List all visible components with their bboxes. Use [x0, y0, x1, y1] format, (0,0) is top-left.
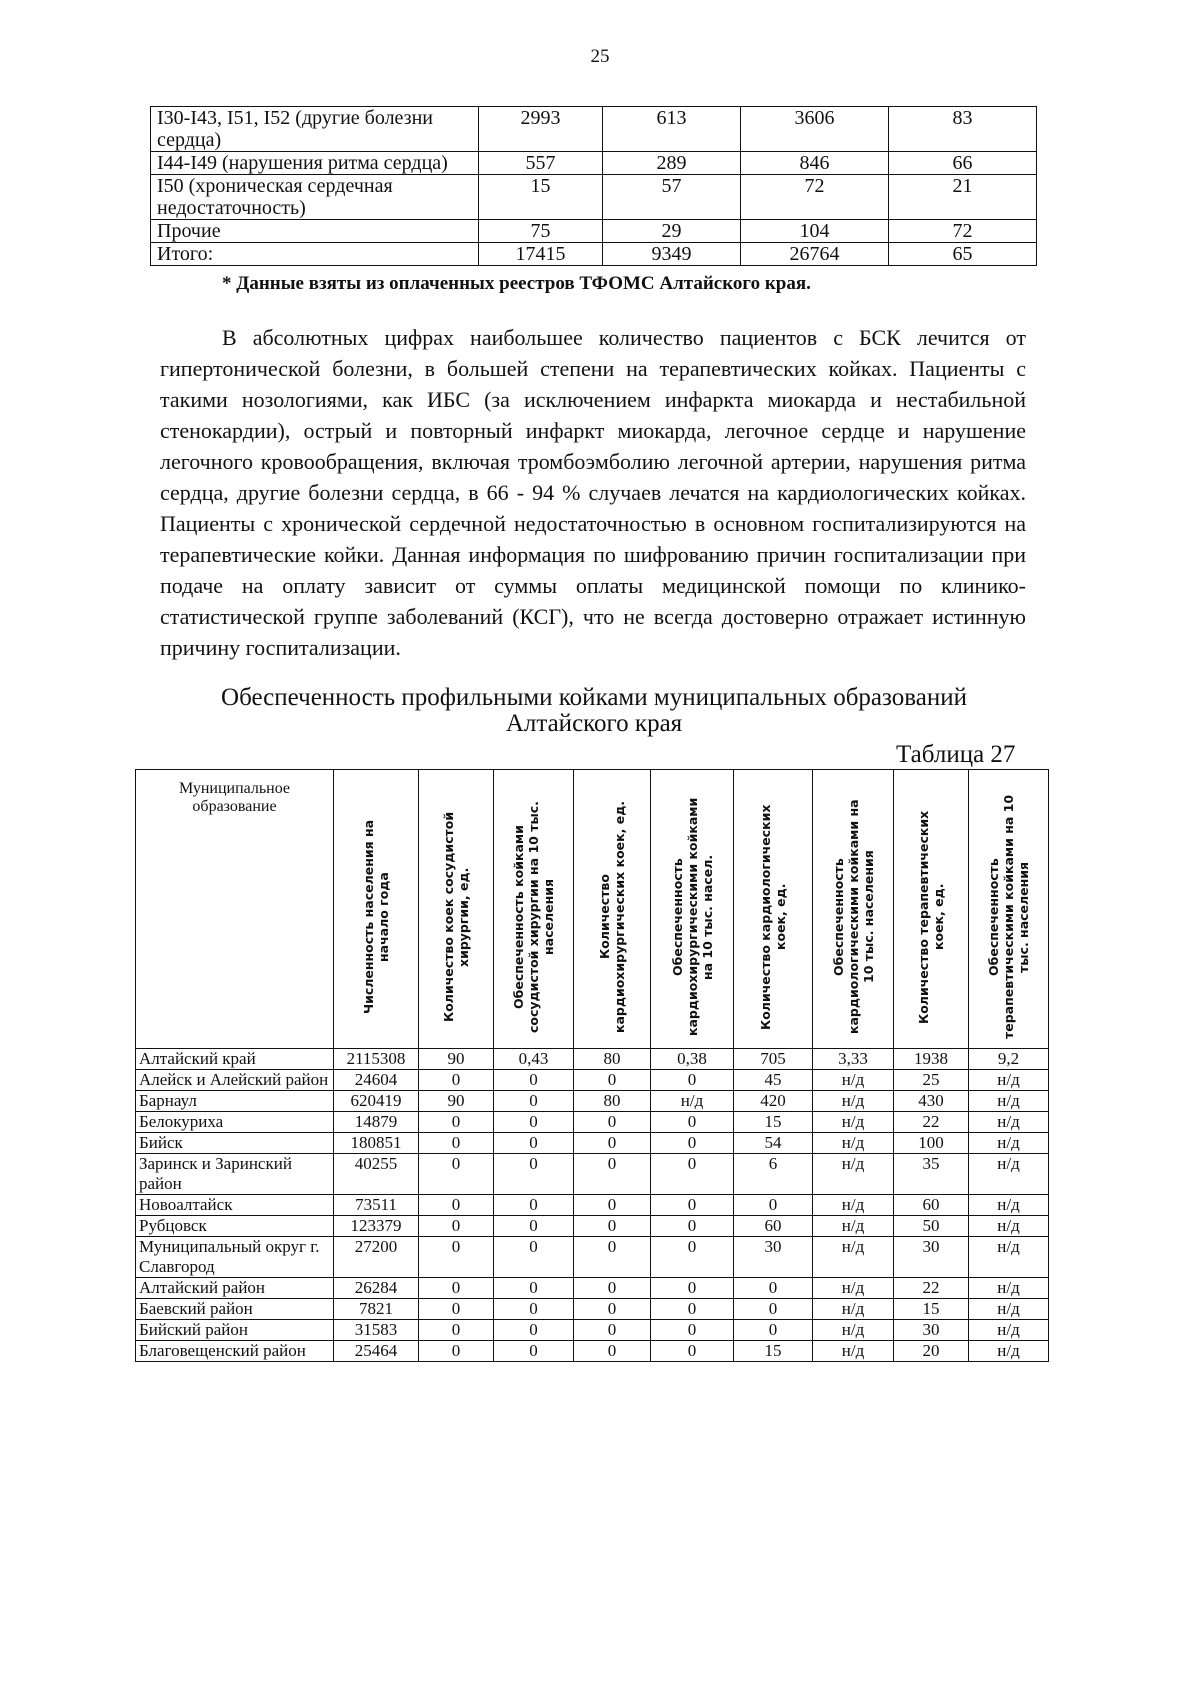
municipality-name: Бийск: [136, 1133, 334, 1154]
table-row: [151, 243, 1037, 266]
cell: 17415: [479, 243, 603, 266]
municipality-name: Заринск и Заринский район: [136, 1154, 334, 1195]
cell: 0: [419, 1237, 494, 1278]
row-label: I30-I43, I51, I52 (другие болезни сердца): [151, 107, 479, 152]
cell: н/д: [813, 1070, 894, 1091]
table-caption: Обеспеченность профильными койками муниципальных образований Алтайского края: [221, 684, 967, 737]
cell: 0: [734, 1299, 813, 1320]
cell: 0: [419, 1195, 494, 1216]
cell: 15: [734, 1112, 813, 1133]
cell: 0: [651, 1154, 734, 1195]
cell: 2993: [479, 107, 603, 152]
table-row: [136, 1091, 1049, 1112]
table-row: [136, 1154, 1049, 1195]
cell: 80: [574, 1091, 651, 1112]
cell: 9349: [603, 243, 741, 266]
cell: 25: [894, 1070, 969, 1091]
table-row: [136, 1320, 1049, 1341]
cell: 104: [741, 220, 889, 243]
cell: 80: [574, 1049, 651, 1070]
cell: 65: [889, 243, 1037, 266]
cell: 0: [574, 1278, 651, 1299]
cell: 21: [889, 175, 1037, 220]
cell: 100: [894, 1133, 969, 1154]
column-header: [574, 770, 651, 1049]
cell: 0: [734, 1195, 813, 1216]
cell: н/д: [813, 1154, 894, 1195]
cell: 24604: [334, 1070, 419, 1091]
cell: 22: [894, 1278, 969, 1299]
cell: 846: [741, 152, 889, 175]
cell: 22: [894, 1112, 969, 1133]
table-row: [136, 1278, 1049, 1299]
cell: 0: [419, 1154, 494, 1195]
cell: 29: [603, 220, 741, 243]
cell: 31583: [334, 1320, 419, 1341]
cell: 73511: [334, 1195, 419, 1216]
cell: н/д: [813, 1341, 894, 1362]
column-header: [894, 770, 969, 1049]
cell: 20: [894, 1341, 969, 1362]
cell: 0: [419, 1133, 494, 1154]
cell: 620419: [334, 1091, 419, 1112]
cell: 60: [894, 1195, 969, 1216]
cell: 0: [651, 1112, 734, 1133]
table-row: [136, 1112, 1049, 1133]
cell: 0: [651, 1320, 734, 1341]
cell: 30: [894, 1237, 969, 1278]
cell: 0: [574, 1070, 651, 1091]
cell: 0: [574, 1341, 651, 1362]
cell: 60: [734, 1216, 813, 1237]
cell: н/д: [969, 1278, 1049, 1299]
row-label: Прочие: [151, 220, 479, 243]
cell: 0: [494, 1216, 574, 1237]
cell: 9,2: [969, 1049, 1049, 1070]
cell: 90: [419, 1091, 494, 1112]
table-label: Таблица 27: [896, 741, 1016, 768]
cell: 0: [419, 1341, 494, 1362]
cell: 0,43: [494, 1049, 574, 1070]
cell: 0,38: [651, 1049, 734, 1070]
cell: 0: [419, 1320, 494, 1341]
table-row: [136, 1299, 1049, 1320]
cell: 0: [494, 1070, 574, 1091]
column-header: [419, 770, 494, 1049]
cell: 25464: [334, 1341, 419, 1362]
cell: 27200: [334, 1237, 419, 1278]
table-row: [136, 1070, 1049, 1091]
cell: 0: [734, 1320, 813, 1341]
cell: 30: [734, 1237, 813, 1278]
cell: 0: [419, 1112, 494, 1133]
cell: н/д: [813, 1112, 894, 1133]
page-number: 25: [590, 46, 610, 67]
cell: 0: [574, 1133, 651, 1154]
cell: 0: [494, 1341, 574, 1362]
cell: 0: [419, 1216, 494, 1237]
column-header-text: Численность населения на начало года: [361, 819, 391, 1015]
table-row: [136, 1049, 1049, 1070]
column-header: [334, 770, 419, 1049]
cell: 0: [651, 1133, 734, 1154]
table-row: [151, 175, 1037, 220]
municipality-name: Белокуриха: [136, 1112, 334, 1133]
cell: 0: [494, 1133, 574, 1154]
cell: 0: [494, 1195, 574, 1216]
cell: н/д: [813, 1195, 894, 1216]
column-header-text: Обеспеченность терапевтическими койками на 10 тыс. населения: [986, 794, 1031, 1040]
cell: 0: [651, 1195, 734, 1216]
cell: 30: [894, 1320, 969, 1341]
cell: 613: [603, 107, 741, 152]
cell: 40255: [334, 1154, 419, 1195]
row-label: Итого:: [151, 243, 479, 266]
municipality-name: Новоалтайск: [136, 1195, 334, 1216]
cell: 0: [494, 1112, 574, 1133]
cell: 123379: [334, 1216, 419, 1237]
column-header-text: Количество кардиологических коек, ед.: [758, 804, 788, 1030]
cell: 3606: [741, 107, 889, 152]
row-label: I44-I49 (нарушения ритма сердца): [151, 152, 479, 175]
cell: н/д: [969, 1133, 1049, 1154]
cell: 0: [419, 1278, 494, 1299]
cell: н/д: [969, 1091, 1049, 1112]
cell: н/д: [969, 1341, 1049, 1362]
cell: 0: [494, 1278, 574, 1299]
column-header-text: Обеспеченность кардиологическими койками на 10 тыс. населения: [830, 799, 876, 1035]
beds-table: [135, 769, 1049, 1362]
column-header: [813, 770, 894, 1049]
cell: н/д: [969, 1299, 1049, 1320]
cell: 2115308: [334, 1049, 419, 1070]
cell: 75: [479, 220, 603, 243]
cell: 0: [494, 1091, 574, 1112]
cell: н/д: [969, 1154, 1049, 1195]
cell: 14879: [334, 1112, 419, 1133]
cell: 26284: [334, 1278, 419, 1299]
cell: н/д: [969, 1112, 1049, 1133]
municipality-name: Благовещенский район: [136, 1341, 334, 1362]
cell: 0: [574, 1216, 651, 1237]
municipality-name: Рубцовск: [136, 1216, 334, 1237]
table-row: [136, 1237, 1049, 1278]
cell: н/д: [969, 1237, 1049, 1278]
cell: н/д: [969, 1320, 1049, 1341]
municipality-name: Муниципальный округ г. Славгород: [136, 1237, 334, 1278]
cell: н/д: [813, 1278, 894, 1299]
cell: 0: [574, 1154, 651, 1195]
table-row: [151, 107, 1037, 152]
cell: 72: [741, 175, 889, 220]
cell: 15: [479, 175, 603, 220]
municipality-name: Баевский район: [136, 1299, 334, 1320]
column-header: [734, 770, 813, 1049]
municipality-name: Бийский район: [136, 1320, 334, 1341]
cell: 90: [419, 1049, 494, 1070]
cell: 6: [734, 1154, 813, 1195]
cell: 0: [494, 1237, 574, 1278]
cell: 15: [734, 1341, 813, 1362]
cell: 66: [889, 152, 1037, 175]
table-row: [136, 1341, 1049, 1362]
cell: 0: [651, 1299, 734, 1320]
cell: 0: [651, 1237, 734, 1278]
cell: 0: [494, 1320, 574, 1341]
cell: 57: [603, 175, 741, 220]
column-header: [969, 770, 1049, 1049]
municipality-name: Алейск и Алейский район: [136, 1070, 334, 1091]
column-header: Муниципальное образование: [136, 770, 334, 1049]
table-row: [151, 220, 1037, 243]
row-label: I50 (хроническая сердечная недостаточность): [151, 175, 479, 220]
column-header: [494, 770, 574, 1049]
cell: н/д: [969, 1216, 1049, 1237]
cell: 72: [889, 220, 1037, 243]
cell: 0: [574, 1112, 651, 1133]
cell: 420: [734, 1091, 813, 1112]
cell: 557: [479, 152, 603, 175]
cell: 0: [574, 1320, 651, 1341]
cell: 0: [734, 1278, 813, 1299]
cell: н/д: [969, 1070, 1049, 1091]
cell: 0: [651, 1216, 734, 1237]
cell: 0: [651, 1070, 734, 1091]
cell: 0: [651, 1341, 734, 1362]
cell: 289: [603, 152, 741, 175]
cell: 45: [734, 1070, 813, 1091]
municipality-name: Алтайский край: [136, 1049, 334, 1070]
cell: н/д: [813, 1299, 894, 1320]
cell: 0: [574, 1237, 651, 1278]
cell: 26764: [741, 243, 889, 266]
column-header-text: Количество кардиохирургических коек, ед.: [597, 800, 627, 1034]
cell: 0: [494, 1299, 574, 1320]
column-header-text: Обеспеченность койками сосудистой хирургии на 10 тыс. населения: [511, 801, 556, 1033]
cell: 0: [574, 1195, 651, 1216]
table-row: [136, 1133, 1049, 1154]
cell: 1938: [894, 1049, 969, 1070]
cell: 0: [419, 1299, 494, 1320]
cell: 83: [889, 107, 1037, 152]
cell: 705: [734, 1049, 813, 1070]
cell: н/д: [651, 1091, 734, 1112]
cell: н/д: [813, 1133, 894, 1154]
diagnosis-table: [150, 106, 1037, 266]
cell: 0: [419, 1070, 494, 1091]
cell: н/д: [813, 1216, 894, 1237]
column-header-text: Количество коек сосудистой хирургии, ед.: [441, 811, 471, 1023]
cell: 54: [734, 1133, 813, 1154]
footnote: * Данные взяты из оплаченных реестров ТФОМС Алтайского края.: [222, 273, 811, 294]
column-header-text: Обеспеченность кардиохирургическими койками на 10 тыс. насел.: [669, 797, 715, 1037]
cell: н/д: [813, 1091, 894, 1112]
cell: 430: [894, 1091, 969, 1112]
table-row: [136, 1195, 1049, 1216]
column-header: [651, 770, 734, 1049]
municipality-name: Алтайский район: [136, 1278, 334, 1299]
body-paragraph: В абсолютных цифрах наибольшее количество пациентов с БСК лечится от гипертонической болезни, в большей степени на терапевтических койках. Пациенты с такими нозологиями, как ИБС (за исключением инфаркта миокарда и нестабильной стенокардии), острый и повторный инфаркт миокарда, легочное сердце и нарушение легочного кровообращения, включая тромбоэмболию легочной артерии, нарушения ритма сердца, другие болезни сердца, в 66 - 94 % случаев лечатся на кардиологических койках. Пациенты с хронической сердечной недостаточностью в основном госпитализируются на терапевтические койки. Данная информация по шифрованию причин госпитализации при подаче на оплату зависит от суммы оплаты медицинской помощи по клинико-статистической группе заболеваний (КСГ), что не всегда достоверно отражает истинную причину госпитализации.: [160, 325, 1026, 660]
cell: н/д: [969, 1195, 1049, 1216]
cell: 0: [651, 1278, 734, 1299]
cell: 35: [894, 1154, 969, 1195]
cell: 15: [894, 1299, 969, 1320]
cell: 50: [894, 1216, 969, 1237]
cell: 0: [574, 1299, 651, 1320]
cell: н/д: [813, 1320, 894, 1341]
cell: 0: [494, 1154, 574, 1195]
cell: 7821: [334, 1299, 419, 1320]
municipality-name: Барнаул: [136, 1091, 334, 1112]
table-row: [151, 152, 1037, 175]
cell: 3,33: [813, 1049, 894, 1070]
column-header-text: Количество терапевтических коек, ед.: [916, 810, 946, 1024]
cell: 180851: [334, 1133, 419, 1154]
table-row: [136, 1216, 1049, 1237]
cell: н/д: [813, 1237, 894, 1278]
